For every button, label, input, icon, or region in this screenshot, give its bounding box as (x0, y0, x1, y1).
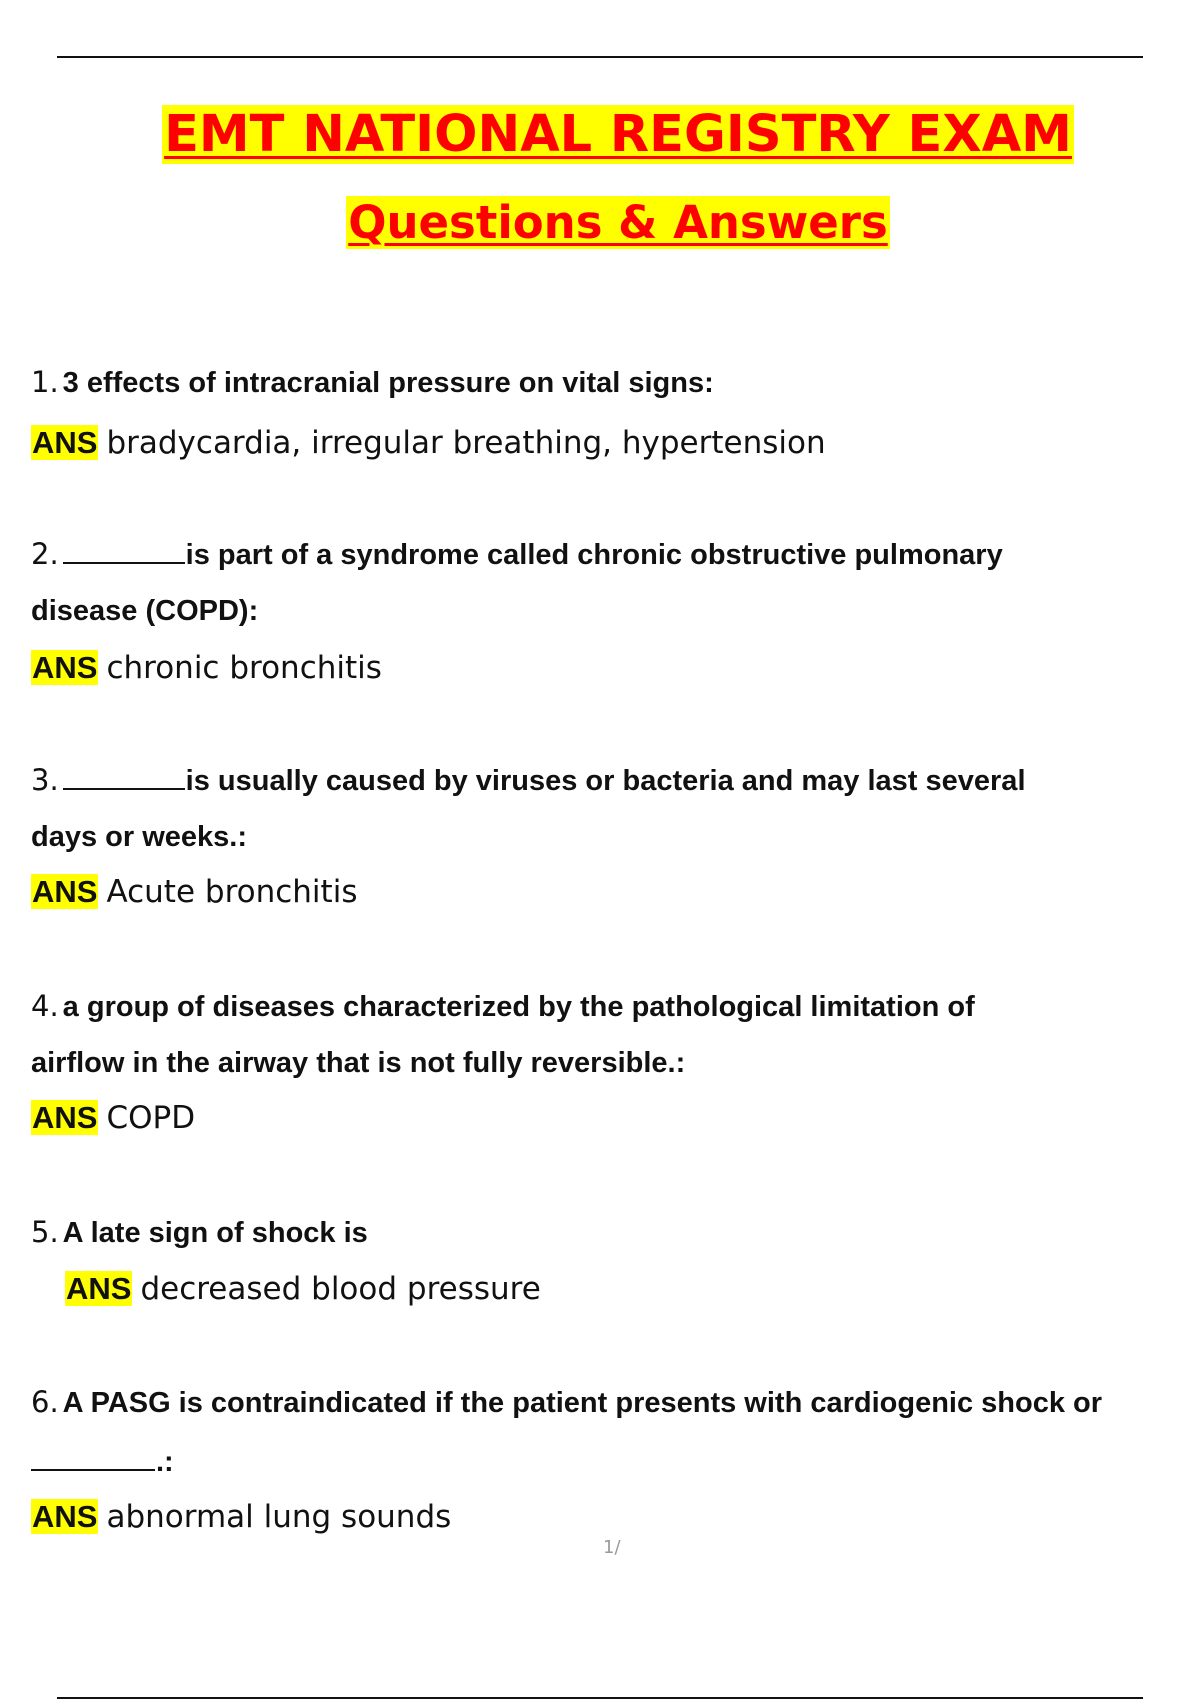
answer-3: ANS Acute bronchitis (32, 874, 358, 910)
question-3: 3. is usually caused by viruses or bacteria and may last several (31, 763, 1026, 797)
question-5: 5. A late sign of shock is (31, 1215, 368, 1249)
ans-label: ANS (32, 874, 98, 909)
ans-label: ANS (32, 1499, 98, 1534)
answer-2: ANS chronic bronchitis (32, 650, 382, 686)
fill-in-blank (63, 766, 185, 790)
ans-label: ANS (66, 1271, 132, 1306)
question-3-cont: days or weeks.: (31, 821, 247, 853)
fill-in-blank (63, 540, 185, 564)
ans-label: ANS (32, 1100, 98, 1135)
answer-5: ANS decreased blood pressure (66, 1271, 541, 1307)
question-4-cont: airflow in the airway that is not fully reversible.: (31, 1047, 686, 1079)
document-subtitle: Questions & Answers (348, 196, 888, 249)
question-4: 4. a group of diseases characterized by the pathological limitation of (31, 989, 975, 1023)
ans-label: ANS (32, 650, 98, 685)
answer-6: ANS abnormal lung sounds (32, 1499, 452, 1535)
question-6: 6. A PASG is contraindicated if the patient presents with cardiogenic shock or (31, 1385, 1103, 1419)
ans-label: ANS (32, 425, 98, 460)
question-2: 2. is part of a syndrome called chronic obstructive pulmonary (31, 537, 1003, 571)
question-1: 1. 3 effects of intracranial pressure on vital signs: (31, 365, 714, 399)
answer-4: ANS COPD (32, 1100, 196, 1136)
page-number: 1/ (603, 1537, 621, 1558)
question-6-cont: .: (31, 1434, 174, 1491)
top-rule (57, 56, 1143, 58)
answer-1: ANS bradycardia, irregular breathing, hypertension (32, 425, 826, 461)
bottom-rule (57, 1697, 1143, 1699)
fill-in-blank (31, 1447, 155, 1471)
question-2-cont: disease (COPD): (31, 595, 259, 627)
document-title: EMT NATIONAL REGISTRY EXAM (164, 105, 1072, 164)
